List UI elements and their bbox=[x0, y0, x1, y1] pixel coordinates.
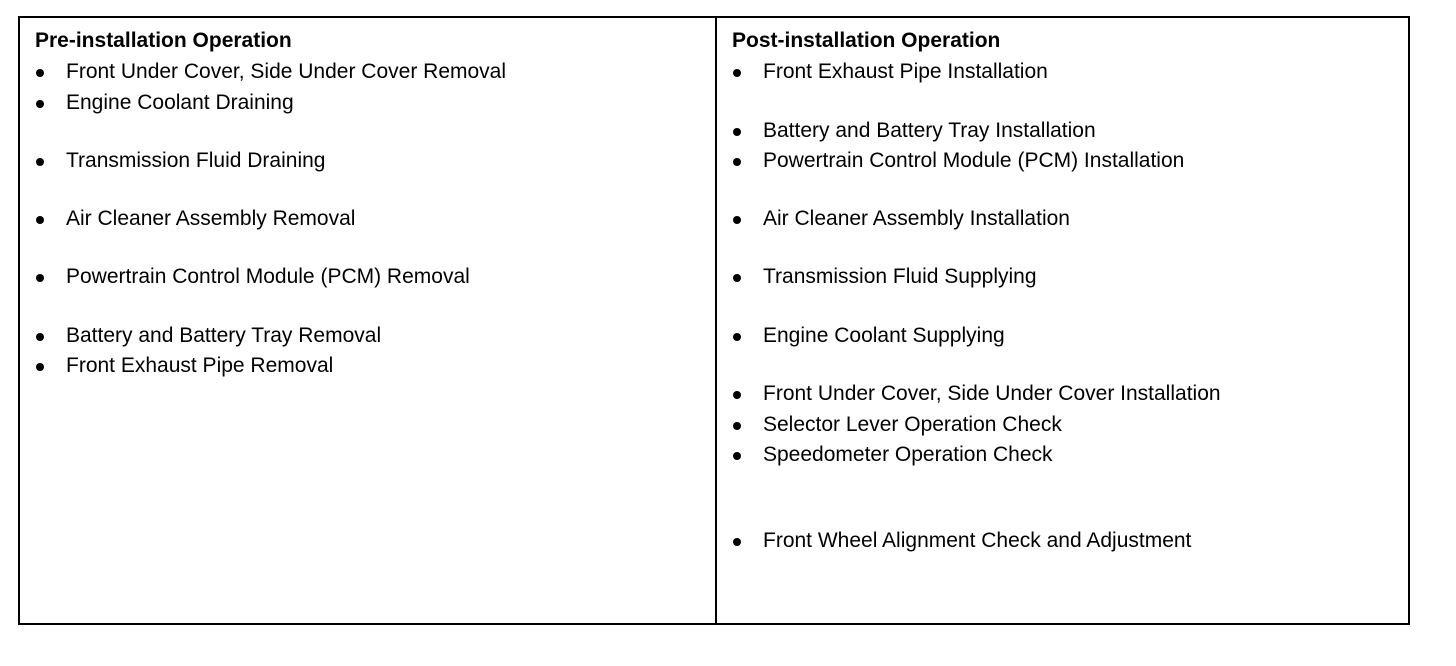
operations-table bbox=[18, 16, 1410, 625]
bullet-icon bbox=[36, 158, 44, 166]
bullet-icon bbox=[36, 363, 44, 371]
bullet-icon bbox=[36, 100, 44, 108]
list-item-text: Powertrain Control Module (PCM) Installation bbox=[763, 149, 1185, 172]
bullet-icon bbox=[733, 452, 741, 460]
list-item-text: Battery and Battery Tray Installation bbox=[763, 119, 1096, 142]
post-installation-column bbox=[717, 18, 1408, 623]
list-item-text: Transmission Fluid Draining bbox=[66, 149, 326, 172]
list-item-text: Front Under Cover, Side Under Cover Removal bbox=[66, 60, 507, 83]
bullet-icon bbox=[733, 391, 741, 399]
bullet-icon bbox=[36, 216, 44, 224]
list-item-text: Transmission Fluid Supplying bbox=[763, 265, 1037, 288]
bullet-icon bbox=[36, 274, 44, 282]
bullet-icon bbox=[733, 422, 741, 430]
bullet-icon bbox=[36, 333, 44, 341]
list-item-text: Front Wheel Alignment Check and Adjustment bbox=[763, 529, 1192, 552]
bullet-icon bbox=[733, 128, 741, 136]
list-item-text: Battery and Battery Tray Removal bbox=[66, 324, 382, 347]
list-item-text: Engine Coolant Draining bbox=[66, 91, 294, 114]
list-item-text: Powertrain Control Module (PCM) Removal bbox=[66, 265, 470, 288]
post-installation-heading: Post-installation Operation bbox=[732, 29, 1001, 52]
list-item-text: Front Exhaust Pipe Removal bbox=[66, 354, 334, 377]
bullet-icon bbox=[733, 538, 741, 546]
list-item-text: Engine Coolant Supplying bbox=[763, 324, 1005, 347]
list-item-text: Speedometer Operation Check bbox=[763, 443, 1053, 466]
bullet-icon bbox=[733, 69, 741, 77]
list-item-text: Air Cleaner Assembly Removal bbox=[66, 207, 356, 230]
bullet-icon bbox=[733, 274, 741, 282]
list-item-text: Air Cleaner Assembly Installation bbox=[763, 207, 1070, 230]
list-item-text: Front Exhaust Pipe Installation bbox=[763, 60, 1048, 83]
pre-installation-column bbox=[20, 18, 715, 623]
list-item-text: Front Under Cover, Side Under Cover Installation bbox=[763, 382, 1221, 405]
bullet-icon bbox=[36, 69, 44, 77]
bullet-icon bbox=[733, 333, 741, 341]
bullet-icon bbox=[733, 216, 741, 224]
pre-installation-heading: Pre-installation Operation bbox=[35, 29, 292, 52]
bullet-icon bbox=[733, 158, 741, 166]
list-item-text: Selector Lever Operation Check bbox=[763, 413, 1062, 436]
